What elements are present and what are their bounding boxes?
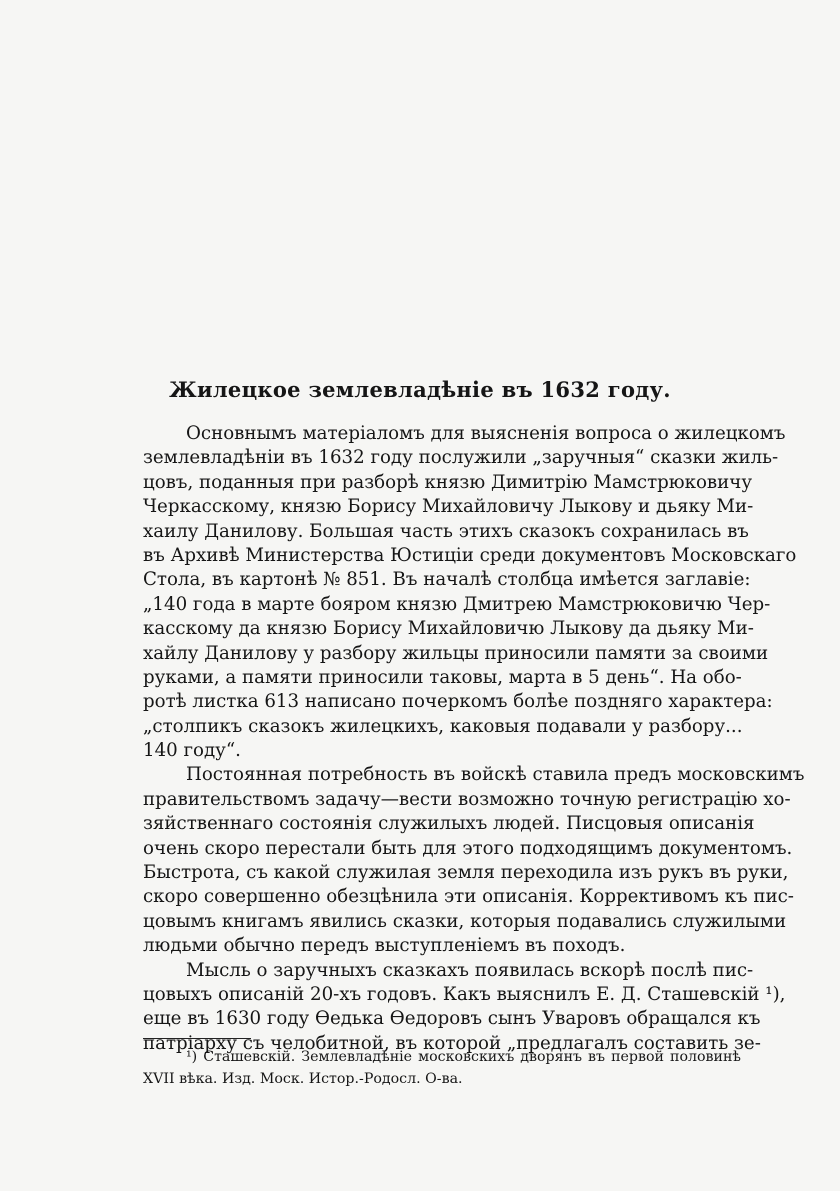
text-line: въ Архивѣ Министерства Юстиціи среди документовъ Московскаго [143,544,797,566]
footnote-line: XVII вѣка. Изд. Моск. Истор.-Родосл. О-ва. [143,1071,463,1087]
page-title: Жилецкое землевладѣніе въ 1632 году. [169,377,671,402]
text-line: 140 году“. [143,740,241,762]
text-line: цовымъ книгамъ явились сказки, которыя подавались служилыми [143,910,787,932]
text-line: скоро совершенно обезцѣнила эти описанія. Коррективомъ къ пис- [143,886,794,908]
text-line: землевладѣніи въ 1632 году послужили „заручныя“ сказки жиль- [143,447,779,469]
text-line: Стола, въ картонѣ № 851. Въ началѣ столбца имѣется заглавіе: [143,569,751,591]
text-line: „столпикъ сказокъ жилецкихъ, каковыя подавали у разбору... [143,715,743,737]
footnote [143,1046,741,1090]
text-line: Постоянная потребность въ войскѣ ставила предъ московскимъ [186,764,805,786]
text-line: очень скоро перестали быть для этого подходящимъ документомъ. [143,837,793,859]
text-line: Мысль о заручныхъ сказкахъ появилась вскорѣ послѣ пис- [186,959,754,981]
footnote-line: ¹) Сташевскій. Землевладѣніе московскихъ дворянъ въ первой половинѣ [186,1049,741,1065]
text-line: Черкасскому, князю Борису Михайловичу Лыкову и дьяку Ми- [143,496,754,518]
text-line: правительствомъ задачу—вести возможно точную регистрацію хо- [143,788,791,810]
text-line: хайлу Данилову у разбору жильцы приносили памяти за своими [143,642,769,664]
text-line: патріарху съ челобитной, въ которой „предлагалъ составить зе- [143,1032,761,1054]
text-line: людьми обычно передъ выступленіемъ въ походъ. [143,935,626,957]
text-line: хаилу Данилову. Большая часть этихъ сказокъ сохранилась въ [143,520,749,542]
text-line: зяйственнаго состоянія служилыхъ людей. Писцовыя описанія [143,813,755,835]
text-line: Быстрота, съ какой служилая земля переходила изъ рукъ въ руки, [143,862,789,884]
text-line: цовыхъ описаній 20-хъ годовъ. Какъ выяснилъ Е. Д. Сташевскій ¹), [143,983,786,1005]
text-line: руками, а памяти приносили таковы, марта в 5 день“. На обо- [143,666,742,688]
text-line: „140 года в марте бояром князю Дмитрею Мамстрюковичю Чер- [143,593,771,615]
text-line: ротѣ листка 613 написано почеркомъ болѣе поздняго характера: [143,691,773,713]
footnote-divider [143,1038,251,1039]
text-line: касскому да князю Борису Михайловичю Лыкову да дьяку Ми- [143,618,754,640]
body-text [143,422,805,1056]
text-line: Основнымъ матеріаломъ для выясненія вопроса о жилецкомъ [186,423,786,444]
text-line: цовъ, поданныя при разборѣ князю Димитрію Мамстрюковичу [143,471,753,493]
text-line: еще въ 1630 году Ѳедька Ѳедоровъ сынъ Уваровъ обращался къ [143,1008,761,1030]
